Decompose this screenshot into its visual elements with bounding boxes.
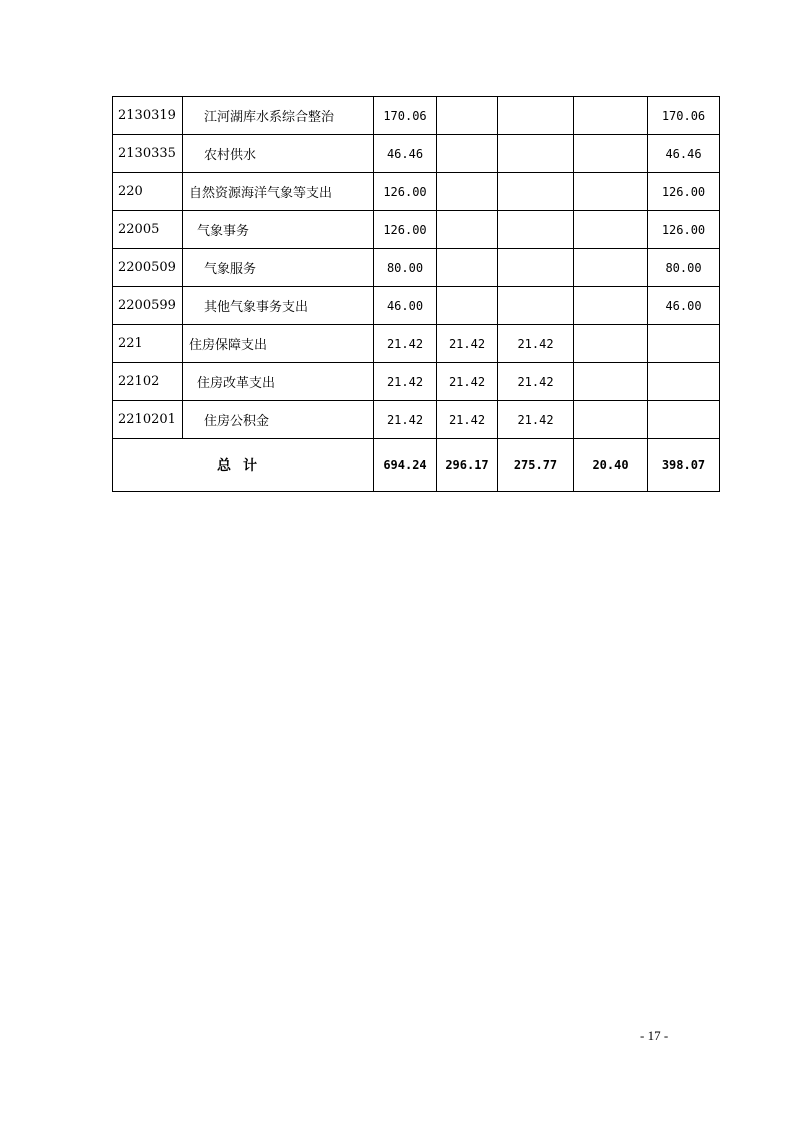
row-col2: 21.42 — [437, 401, 498, 439]
row-name: 农村供水 — [183, 135, 374, 173]
row-col5: 46.00 — [648, 287, 720, 325]
row-col5: 170.06 — [648, 97, 720, 135]
row-code: 2210201 — [113, 401, 183, 439]
row-col5: 80.00 — [648, 249, 720, 287]
row-col3 — [498, 173, 574, 211]
row-col4 — [574, 211, 648, 249]
row-total: 170.06 — [374, 97, 437, 135]
row-total: 46.46 — [374, 135, 437, 173]
total-col3: 275.77 — [498, 439, 574, 492]
total-label: 总计 — [113, 439, 374, 492]
row-col4 — [574, 97, 648, 135]
row-name: 其他气象事务支出 — [183, 287, 374, 325]
row-name: 气象事务 — [183, 211, 374, 249]
row-col5 — [648, 363, 720, 401]
row-col2 — [437, 287, 498, 325]
row-col3 — [498, 135, 574, 173]
table-row — [113, 211, 720, 249]
table-row — [113, 97, 720, 135]
row-code: 221 — [113, 325, 183, 363]
row-col2 — [437, 211, 498, 249]
total-col4: 20.40 — [574, 439, 648, 492]
row-col4 — [574, 401, 648, 439]
budget-table — [112, 96, 720, 492]
row-col5: 46.46 — [648, 135, 720, 173]
row-col3 — [498, 211, 574, 249]
row-total: 80.00 — [374, 249, 437, 287]
row-col2 — [437, 97, 498, 135]
row-code: 2130335 — [113, 135, 183, 173]
row-code: 22102 — [113, 363, 183, 401]
table-row — [113, 325, 720, 363]
row-name: 自然资源海洋气象等支出 — [183, 173, 374, 211]
row-col2 — [437, 249, 498, 287]
page-number: - 17 - — [640, 1028, 669, 1043]
row-col2 — [437, 173, 498, 211]
row-col5 — [648, 401, 720, 439]
row-col3: 21.42 — [498, 401, 574, 439]
row-col4 — [574, 325, 648, 363]
row-total: 21.42 — [374, 401, 437, 439]
total-col5: 398.07 — [648, 439, 720, 492]
row-name: 住房保障支出 — [183, 325, 374, 363]
row-col4 — [574, 135, 648, 173]
table-row — [113, 173, 720, 211]
row-name: 住房公积金 — [183, 401, 374, 439]
total-sum: 694.24 — [374, 439, 437, 492]
row-col5: 126.00 — [648, 173, 720, 211]
row-col3 — [498, 97, 574, 135]
row-total: 21.42 — [374, 325, 437, 363]
row-total: 126.00 — [374, 211, 437, 249]
row-code: 22005 — [113, 211, 183, 249]
table-row — [113, 363, 720, 401]
row-col3 — [498, 287, 574, 325]
row-col3 — [498, 249, 574, 287]
table-row — [113, 287, 720, 325]
row-total: 126.00 — [374, 173, 437, 211]
row-col3: 21.42 — [498, 363, 574, 401]
row-code: 2130319 — [113, 97, 183, 135]
row-name: 江河湖库水系综合整治 — [183, 97, 374, 135]
budget-table-body — [113, 97, 720, 492]
table-row — [113, 135, 720, 173]
total-row — [113, 439, 720, 492]
row-col5: 126.00 — [648, 211, 720, 249]
row-code: 2200509 — [113, 249, 183, 287]
row-total: 46.00 — [374, 287, 437, 325]
row-total: 21.42 — [374, 363, 437, 401]
row-col2: 21.42 — [437, 325, 498, 363]
table-row — [113, 401, 720, 439]
row-col4 — [574, 363, 648, 401]
total-col2: 296.17 — [437, 439, 498, 492]
row-col4 — [574, 287, 648, 325]
table-row — [113, 249, 720, 287]
row-code: 2200599 — [113, 287, 183, 325]
row-col4 — [574, 249, 648, 287]
row-col2 — [437, 135, 498, 173]
row-code: 220 — [113, 173, 183, 211]
row-col3: 21.42 — [498, 325, 574, 363]
row-name: 气象服务 — [183, 249, 374, 287]
row-col5 — [648, 325, 720, 363]
row-name: 住房改革支出 — [183, 363, 374, 401]
row-col2: 21.42 — [437, 363, 498, 401]
row-col4 — [574, 173, 648, 211]
